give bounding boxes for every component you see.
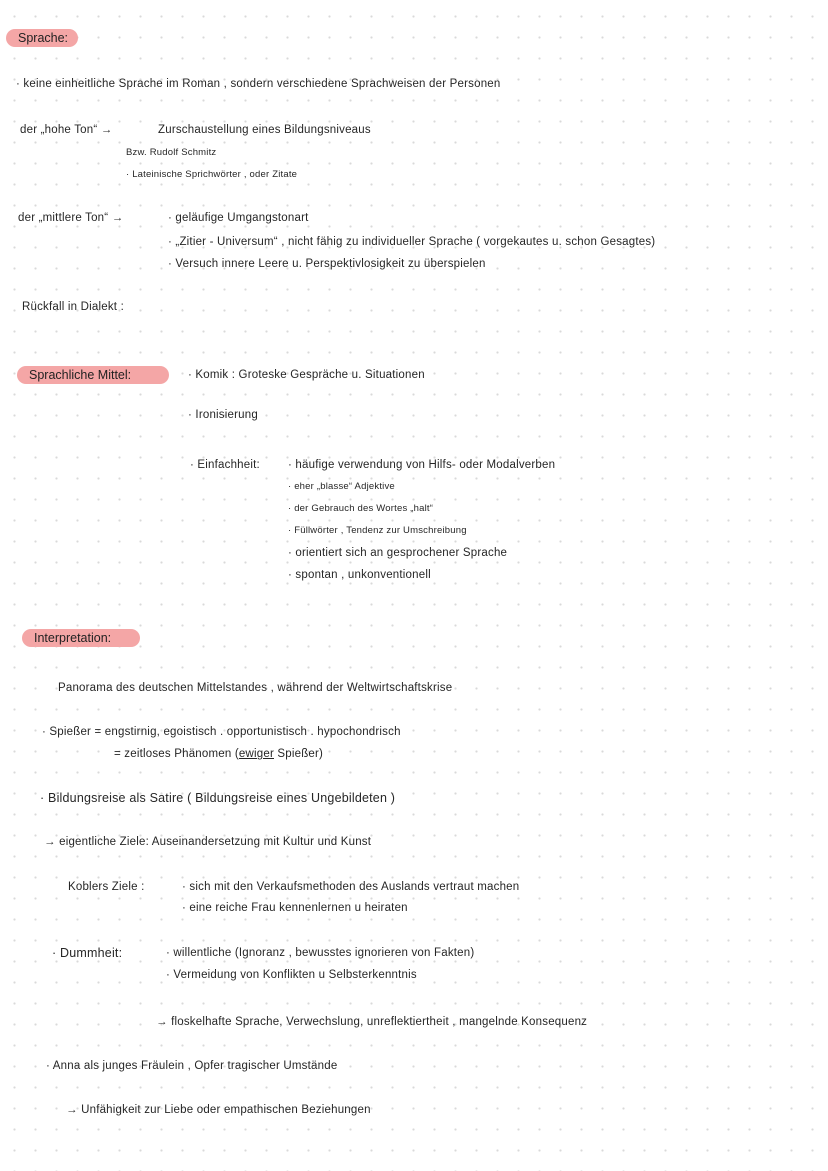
heading-sprache: Sprache: [6,29,78,47]
note-line: · „Zitier - Universum“ , nicht fähig zu individueller Sprache ( vorgekautes u. schon Gesagtes) [168,236,656,248]
note-line: · eine reiche Frau kennenlernen u heiraten [182,902,408,914]
note-line: Rückfall in Dialekt : [22,301,124,313]
note-line: · spontan , unkonventionell [288,569,431,581]
note-line: · sich mit den Verkaufsmethoden des Auslands vertraut machen [182,881,520,893]
note-line: Bzw. Rudolf Schmitz [126,147,217,158]
note-line: · geläufige Umgangstonart [168,212,309,224]
note-line: Zurschaustellung eines Bildungsniveaus [158,124,371,136]
note-line: · keine einheitliche Sprache im Roman , sondern verschiedene Sprachweisen der Personen [16,78,501,90]
note-label: · Einfachheit: [190,459,260,471]
note-line: · Komik : Groteske Gespräche u. Situationen [188,369,425,381]
heading-sprachliche-mittel: Sprachliche Mittel: [17,366,169,384]
note-line: · Lateinische Sprichwörter , oder Zitate [126,169,298,180]
note-line: · häufige verwendung von Hilfs- oder Modalverben [288,459,556,471]
note-line: → Unfähigkeit zur Liebe oder empathischen Beziehungen [66,1104,371,1116]
note-line: · Ironisierung [188,409,258,421]
note-text: = zeitloses Phänomen ( [114,748,239,760]
note-line: · Vermeidung von Konflikten u Selbsterkenntnis [166,969,417,981]
note-line: · der Gebrauch des Wortes „halt“ [288,503,434,514]
note-line: → floskelhafte Sprache, Verwechslung, unreflektiertheit , mangelnde Konsequenz [156,1016,588,1028]
note-label: der „hohe Ton“ → [20,124,113,136]
note-line: · Spießer = engstirnig, egoistisch . opportunistisch . hypochondrisch [42,726,401,738]
note-line: · Versuch innere Leere u. Perspektivlosigkeit zu überspielen [168,258,486,270]
note-line: · eher „blasse“ Adjektive [288,481,395,492]
note-line: · Bildungsreise als Satire ( Bildungsreise eines Ungebildeten ) [40,791,396,805]
note-label: der „mittlere Ton“ → [18,212,124,224]
note-line [114,746,323,762]
note-line: → eigentliche Ziele: Auseinandersetzung mit Kultur und Kunst [44,836,372,848]
note-line: · willentliche (Ignoranz , bewusstes ignorieren von Fakten) [166,947,475,959]
note-label: Koblers Ziele : [68,881,145,893]
note-line: · orientiert sich an gesprochener Sprache [288,547,508,559]
note-label: · Dummheit: [52,946,123,960]
note-line: Panorama des deutschen Mittelstandes , während der Weltwirtschaftskrise [58,682,453,694]
underlined-word: ewiger [238,748,274,760]
note-line: · Füllwörter , Tendenz zur Umschreibung [288,525,467,536]
heading-interpretation: Interpretation: [22,629,140,647]
note-line: · Anna als junges Fräulein , Opfer tragischer Umstände [46,1060,338,1072]
note-text: Spießer) [273,748,324,760]
